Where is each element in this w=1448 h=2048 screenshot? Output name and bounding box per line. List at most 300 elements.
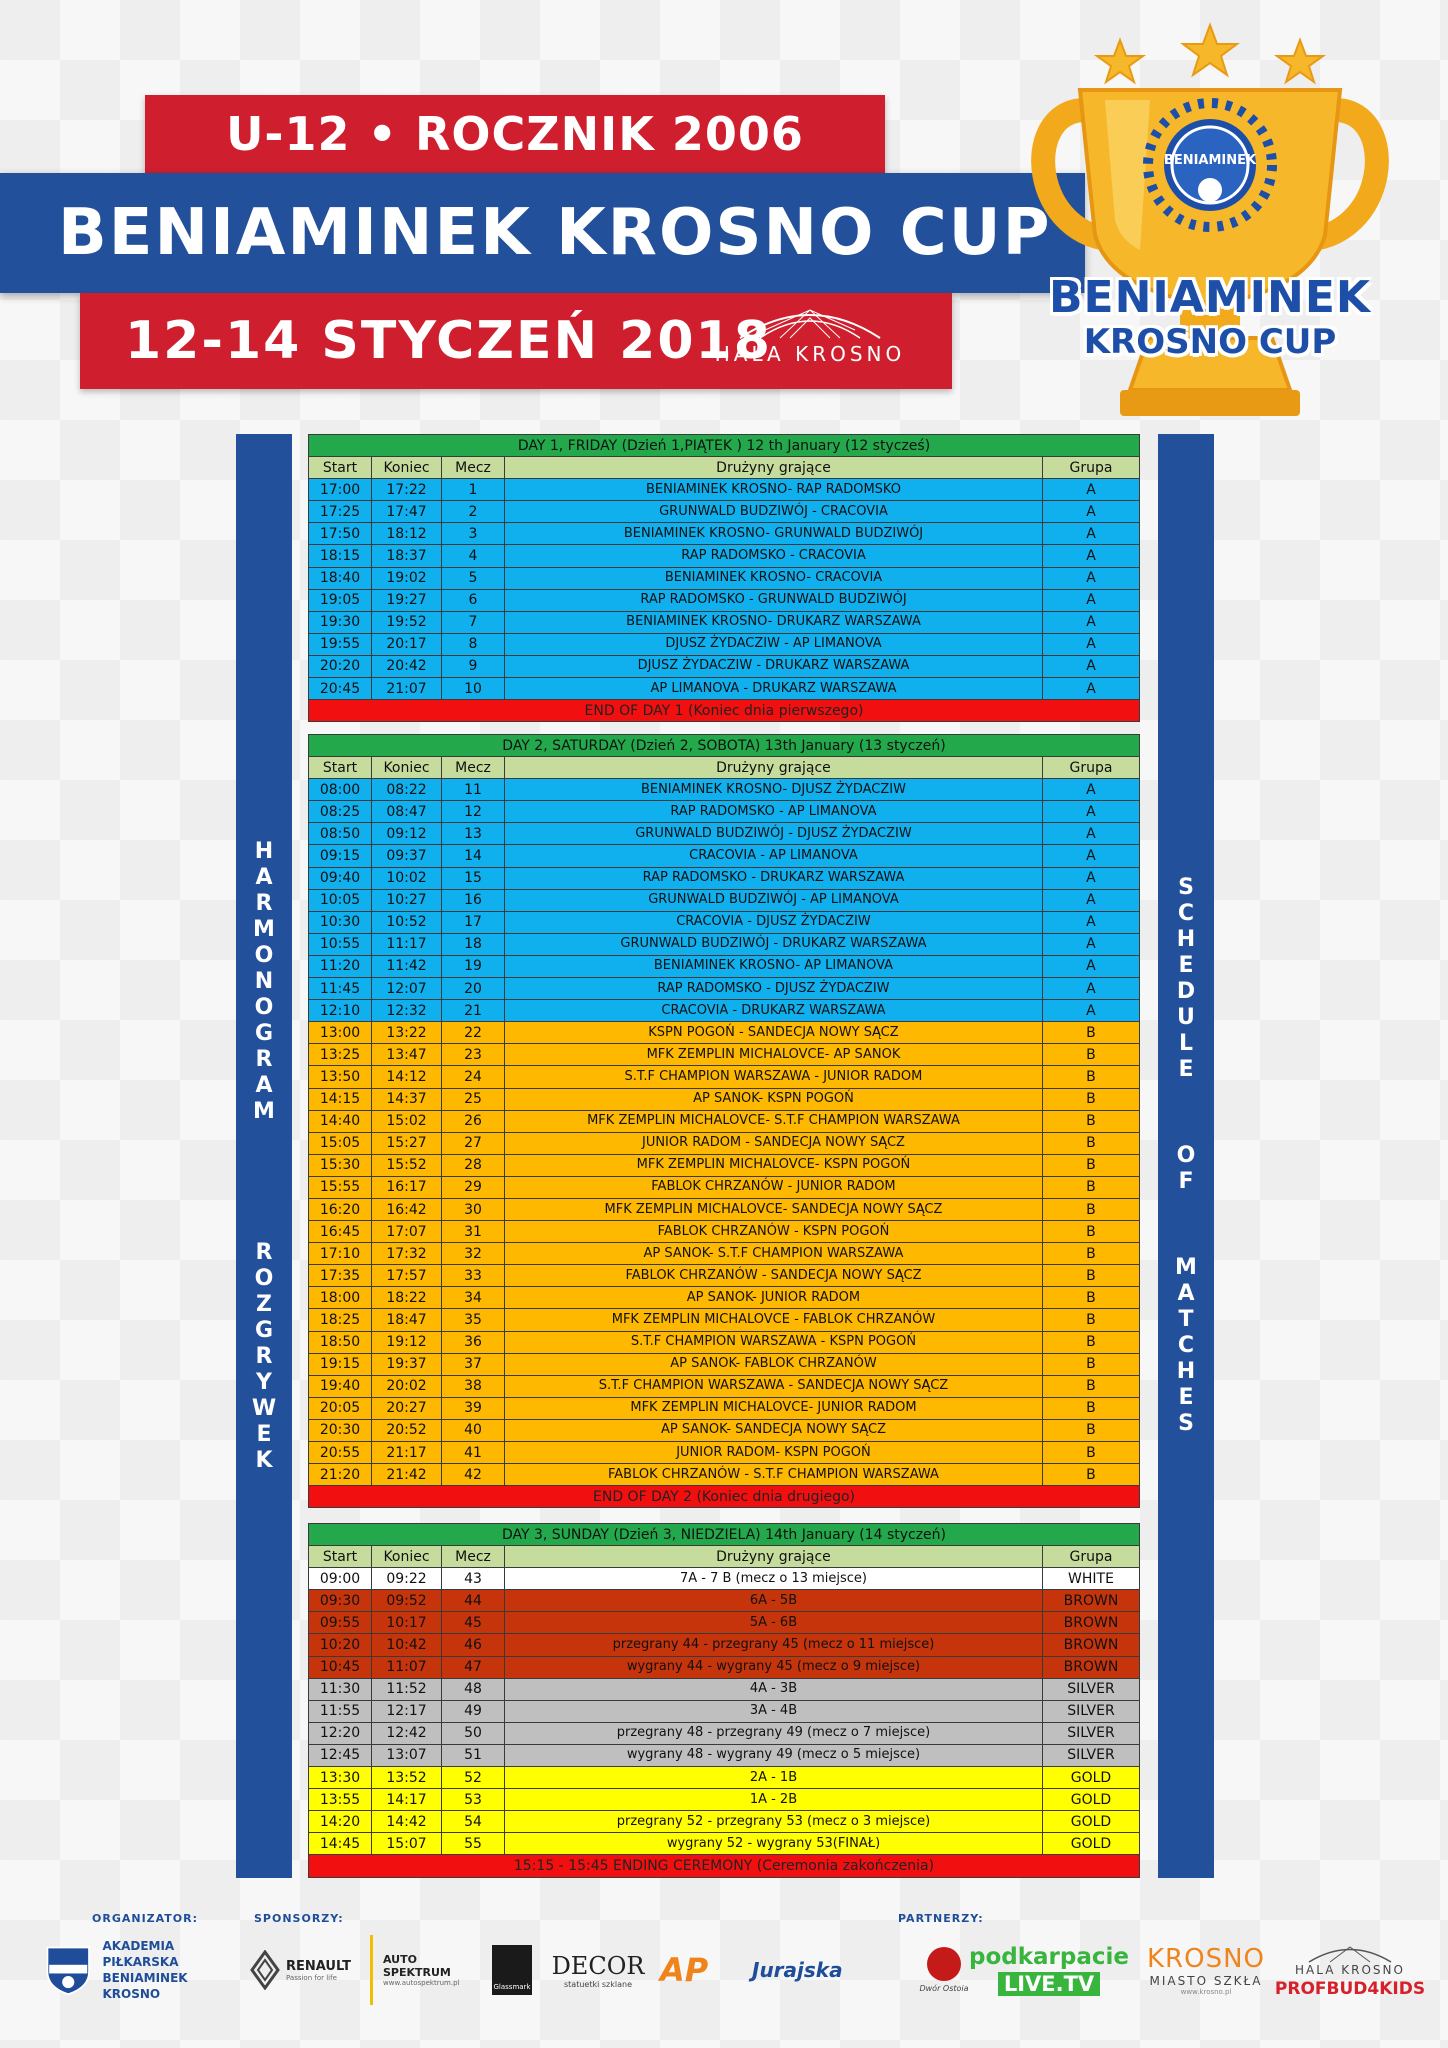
match-number: 19 [442, 955, 505, 977]
vertical-letter: E [1178, 953, 1194, 978]
match-end-time: 11:17 [372, 933, 442, 955]
day-title: DAY 3, SUNDAY (Dzień 3, NIEDZIELA) 14th January (14 styczeń) [309, 1524, 1140, 1546]
match-end-time: 12:17 [372, 1700, 442, 1722]
match-row [309, 1331, 1140, 1353]
match-group: A [1042, 823, 1139, 845]
match-end-time: 19:27 [372, 589, 442, 611]
day-end-row [309, 700, 1140, 722]
match-group: A [1043, 589, 1140, 611]
match-teams: AP SANOK- JUNIOR RADOM [505, 1287, 1043, 1309]
match-start-time: 16:20 [309, 1198, 372, 1220]
vertical-letter: U [1177, 1005, 1195, 1030]
vertical-letter: H [254, 838, 274, 864]
day-end-label: END OF DAY 2 (Koniec dnia drugiego) [309, 1486, 1140, 1508]
match-row [309, 1088, 1140, 1110]
match-row [309, 1198, 1140, 1220]
match-group: B [1042, 1243, 1139, 1265]
match-teams: AP LIMANOVA - DRUKARZ WARSZAWA [505, 678, 1043, 700]
match-end-time: 10:02 [372, 867, 442, 889]
match-teams: JUNIOR RADOM- KSPN POGOŃ [505, 1442, 1043, 1464]
vertical-letter: R [255, 1343, 273, 1369]
match-group: B [1042, 1154, 1139, 1176]
venue-name: HALA KROSNO [714, 342, 906, 366]
dwor-name: Dwór Ostoia [919, 1984, 969, 1993]
match-row [309, 933, 1140, 955]
match-teams: AP SANOK- KSPN POGOŃ [505, 1088, 1043, 1110]
match-end-time: 14:37 [372, 1088, 442, 1110]
vertical-word-of [1177, 1143, 1196, 1195]
match-number: 49 [442, 1700, 505, 1722]
match-number: 11 [442, 779, 505, 801]
match-number: 13 [442, 823, 505, 845]
match-end-time: 17:47 [372, 501, 442, 523]
match-number: 47 [442, 1656, 505, 1678]
match-number: 20 [442, 978, 505, 1000]
match-start-time: 08:00 [309, 779, 372, 801]
match-row [309, 1309, 1140, 1331]
livetv-name: LIVE.TV [998, 1972, 1100, 1996]
match-number: 23 [442, 1044, 505, 1066]
match-row [309, 1442, 1140, 1464]
match-row [309, 479, 1140, 501]
vertical-letter: E [1178, 1057, 1194, 1082]
match-end-time: 17:07 [372, 1221, 442, 1243]
match-group: A [1042, 779, 1139, 801]
match-start-time: 13:50 [309, 1066, 372, 1088]
match-number: 21 [442, 1000, 505, 1022]
renault-tagline: Passion for life [286, 1973, 337, 1982]
match-number: 8 [442, 633, 505, 655]
match-number: 44 [442, 1590, 505, 1612]
match-row [309, 1744, 1140, 1766]
match-end-time: 17:32 [372, 1243, 442, 1265]
match-group: B [1042, 1066, 1139, 1088]
match-number: 50 [442, 1722, 505, 1744]
match-row [309, 1678, 1140, 1700]
match-group: A [1042, 978, 1139, 1000]
decor-tagline: statuetki szklane [564, 1979, 632, 1989]
col-match-header: Mecz [442, 757, 505, 779]
match-start-time: 10:55 [309, 933, 372, 955]
vertical-letter: E [1178, 1385, 1194, 1410]
match-teams: FABLOK CHRZANÓW - JUNIOR RADOM [505, 1176, 1043, 1198]
hala-krosno-logo [710, 300, 910, 380]
schedule-day-1 [308, 434, 1140, 722]
match-row [309, 678, 1140, 700]
match-end-time: 11:07 [372, 1656, 442, 1678]
match-start-time: 20:45 [309, 678, 372, 700]
vertical-letter: F [1178, 1169, 1194, 1194]
match-start-time: 08:25 [309, 801, 372, 823]
match-teams: BENIAMINEK KROSNO- CRACOVIA [505, 567, 1043, 589]
vertical-letter: O [254, 942, 274, 968]
match-start-time: 13:00 [309, 1022, 372, 1044]
match-group: A [1043, 655, 1140, 677]
match-group: B [1042, 1176, 1139, 1198]
match-group: BROWN [1042, 1634, 1139, 1656]
match-group: GOLD [1042, 1811, 1139, 1833]
col-teams-header: Drużyny grające [505, 457, 1043, 479]
col-end-header: Koniec [372, 1546, 442, 1568]
match-start-time: 14:45 [309, 1833, 372, 1855]
vertical-letter: G [254, 1317, 274, 1343]
match-row [309, 545, 1140, 567]
akademia-logo [44, 1935, 234, 2005]
day-end-row [309, 1486, 1140, 1508]
match-number: 32 [442, 1243, 505, 1265]
match-teams: S.T.F CHAMPION WARSZAWA - KSPN POGOŃ [505, 1331, 1043, 1353]
match-teams: CRACOVIA - DRUKARZ WARSZAWA [505, 1000, 1043, 1022]
hala-dome-icon [730, 300, 890, 340]
match-teams: przegrany 52 - przegrany 53 (mecz o 3 miejsce) [505, 1811, 1043, 1833]
match-number: 36 [442, 1331, 505, 1353]
match-start-time: 19:15 [309, 1353, 372, 1375]
match-start-time: 09:30 [309, 1590, 372, 1612]
match-teams: MFK ZEMPLIN MICHALOVCE- S.T.F CHAMPION WARSZAWA [505, 1110, 1043, 1132]
match-teams: KSPN POGOŃ - SANDECJA NOWY SĄCZ [505, 1022, 1043, 1044]
match-row [309, 655, 1140, 677]
match-number: 22 [442, 1022, 505, 1044]
match-end-time: 18:22 [372, 1287, 442, 1309]
match-teams: GRUNWALD BUDZIWÓJ - DRUKARZ WARSZAWA [505, 933, 1043, 955]
match-end-time: 20:27 [372, 1397, 442, 1419]
match-row [309, 1767, 1140, 1789]
match-row [309, 1590, 1140, 1612]
vertical-word-schedule [1177, 875, 1195, 1083]
match-row [309, 1287, 1140, 1309]
shield-icon [44, 1940, 92, 2000]
match-teams: 1A - 2B [505, 1789, 1043, 1811]
match-number: 46 [442, 1634, 505, 1656]
col-group-header: Grupa [1042, 757, 1139, 779]
match-end-time: 15:07 [372, 1833, 442, 1855]
match-row [309, 1154, 1140, 1176]
match-group: B [1042, 1442, 1139, 1464]
match-number: 37 [442, 1353, 505, 1375]
column-header-row [309, 757, 1140, 779]
match-end-time: 13:52 [372, 1767, 442, 1789]
match-number: 24 [442, 1066, 505, 1088]
match-row [309, 501, 1140, 523]
match-end-time: 10:27 [372, 889, 442, 911]
match-start-time: 19:05 [309, 589, 372, 611]
match-group: A [1043, 611, 1140, 633]
match-group: B [1042, 1353, 1139, 1375]
match-row [309, 1265, 1140, 1287]
vertical-letter: H [1176, 1359, 1196, 1384]
match-row [309, 1464, 1140, 1486]
match-start-time: 08:50 [309, 823, 372, 845]
vertical-letter: C [1177, 1333, 1195, 1358]
match-number: 25 [442, 1088, 505, 1110]
match-row [309, 779, 1140, 801]
match-start-time: 19:30 [309, 611, 372, 633]
match-row [309, 955, 1140, 977]
match-number: 29 [442, 1176, 505, 1198]
match-group: A [1042, 911, 1139, 933]
match-row [309, 633, 1140, 655]
match-row [309, 1419, 1140, 1441]
title-banner [0, 173, 1085, 293]
trophy-badge-label: BENIAMINEK [1163, 153, 1257, 168]
match-end-time: 13:07 [372, 1744, 442, 1766]
match-end-time: 12:07 [372, 978, 442, 1000]
match-start-time: 14:40 [309, 1110, 372, 1132]
col-end-header: Koniec [372, 757, 442, 779]
match-number: 54 [442, 1811, 505, 1833]
match-end-time: 14:42 [372, 1811, 442, 1833]
match-row [309, 1176, 1140, 1198]
match-start-time: 12:10 [309, 1000, 372, 1022]
match-teams: AP SANOK- FABLOK CHRZANÓW [505, 1353, 1043, 1375]
match-start-time: 11:30 [309, 1678, 372, 1700]
day-end-label: 15:15 - 15:45 ENDING CEREMONY (Ceremonia zakończenia) [309, 1855, 1140, 1877]
match-number: 52 [442, 1767, 505, 1789]
match-start-time: 15:55 [309, 1176, 372, 1198]
match-teams: BENIAMINEK KROSNO- DRUKARZ WARSZAWA [505, 611, 1043, 633]
match-group: A [1043, 479, 1140, 501]
match-end-time: 11:52 [372, 1678, 442, 1700]
match-end-time: 17:22 [372, 479, 442, 501]
match-end-time: 11:42 [372, 955, 442, 977]
vertical-letter: M [253, 916, 275, 942]
match-row [309, 1132, 1140, 1154]
match-row [309, 1811, 1140, 1833]
match-group: A [1042, 955, 1139, 977]
match-row [309, 1612, 1140, 1634]
match-end-time: 15:02 [372, 1110, 442, 1132]
match-end-time: 20:17 [372, 633, 442, 655]
match-number: 4 [442, 545, 505, 567]
tournament-dates: 12-14 STYCZEŃ 2018 [125, 311, 772, 371]
match-group: A [1042, 845, 1139, 867]
match-teams: 4A - 3B [505, 1678, 1043, 1700]
match-group: SILVER [1042, 1700, 1139, 1722]
match-end-time: 09:22 [372, 1568, 442, 1590]
vertical-letter: D [1176, 979, 1196, 1004]
match-start-time: 14:15 [309, 1088, 372, 1110]
match-row [309, 523, 1140, 545]
match-start-time: 09:15 [309, 845, 372, 867]
match-row [309, 1700, 1140, 1722]
match-end-time: 20:42 [372, 655, 442, 677]
match-start-time: 13:25 [309, 1044, 372, 1066]
match-start-time: 12:20 [309, 1722, 372, 1744]
match-teams: RAP RADOMSKO - AP LIMANOVA [505, 801, 1043, 823]
match-group: B [1042, 1464, 1139, 1486]
match-group: A [1042, 801, 1139, 823]
match-number: 53 [442, 1789, 505, 1811]
day-end-label: END OF DAY 1 (Koniec dnia pierwszego) [309, 700, 1140, 722]
match-row [309, 845, 1140, 867]
match-start-time: 20:30 [309, 1419, 372, 1441]
col-teams-header: Drużyny grające [505, 1546, 1043, 1568]
match-group: WHITE [1042, 1568, 1139, 1590]
match-end-time: 09:37 [372, 845, 442, 867]
match-start-time: 19:55 [309, 633, 372, 655]
match-start-time: 09:40 [309, 867, 372, 889]
match-number: 38 [442, 1375, 505, 1397]
match-end-time: 12:42 [372, 1722, 442, 1744]
col-start-header: Start [309, 457, 372, 479]
match-start-time: 09:55 [309, 1612, 372, 1634]
match-number: 42 [442, 1464, 505, 1486]
match-row [309, 1221, 1140, 1243]
match-start-time: 17:10 [309, 1243, 372, 1265]
match-start-time: 13:30 [309, 1767, 372, 1789]
match-number: 28 [442, 1154, 505, 1176]
match-teams: 3A - 4B [505, 1700, 1043, 1722]
match-start-time: 20:55 [309, 1442, 372, 1464]
match-group: A [1043, 678, 1140, 700]
match-start-time: 10:05 [309, 889, 372, 911]
trophy-logo [1010, 20, 1410, 430]
match-teams: MFK ZEMPLIN MICHALOVCE- KSPN POGOŃ [505, 1154, 1043, 1176]
vertical-letter: R [255, 1239, 273, 1265]
match-teams: RAP RADOMSKO - CRACOVIA [505, 545, 1043, 567]
match-teams: S.T.F CHAMPION WARSZAWA - SANDECJA NOWY SĄCZ [505, 1375, 1043, 1397]
match-end-time: 21:42 [372, 1464, 442, 1486]
match-group: SILVER [1042, 1722, 1139, 1744]
vertical-letter: G [254, 1020, 274, 1046]
match-group: A [1042, 1000, 1139, 1022]
col-group-header: Grupa [1043, 457, 1140, 479]
match-teams: 6A - 5B [505, 1590, 1043, 1612]
day-title: DAY 1, FRIDAY (Dzień 1,PIĄTEK ) 12 th January (12 stycześ) [309, 435, 1140, 457]
match-group: GOLD [1042, 1767, 1139, 1789]
match-number: 43 [442, 1568, 505, 1590]
match-teams: BENIAMINEK KROSNO- AP LIMANOVA [505, 955, 1043, 977]
trophy-icon [1010, 20, 1410, 430]
krosno-tagline: MIASTO SZKŁA [1149, 1974, 1263, 1988]
match-row [309, 1833, 1140, 1855]
match-start-time: 17:50 [309, 523, 372, 545]
krosno-url: www.krosno.pl [1180, 1988, 1232, 1996]
match-start-time: 17:35 [309, 1265, 372, 1287]
organizer-label: ORGANIZATOR: [92, 1912, 199, 1925]
day-title: DAY 2, SATURDAY (Dzień 2, SOBOTA) 13th January (13 styczeń) [309, 735, 1140, 757]
match-group: A [1043, 501, 1140, 523]
akademia-line1: AKADEMIA PIŁKARSKA [102, 1939, 179, 1969]
autospektrum-url: www.autospektrum.pl [383, 1979, 460, 1987]
match-number: 3 [442, 523, 505, 545]
vertical-letter: O [1176, 1143, 1196, 1168]
match-end-time: 15:27 [372, 1132, 442, 1154]
match-group: B [1042, 1110, 1139, 1132]
match-number: 10 [442, 678, 505, 700]
ap-sport-logo [660, 1935, 740, 2005]
match-teams: RAP RADOMSKO - DJUSZ ŻYDACZIW [505, 978, 1043, 1000]
col-match-header: Mecz [442, 1546, 505, 1568]
match-start-time: 18:15 [309, 545, 372, 567]
match-number: 48 [442, 1678, 505, 1700]
day-title-row [309, 735, 1140, 757]
vertical-letter: O [254, 1265, 274, 1291]
match-row [309, 1634, 1140, 1656]
partners-label: PARTNERZY: [898, 1912, 984, 1925]
match-end-time: 16:17 [372, 1176, 442, 1198]
match-start-time: 19:40 [309, 1375, 372, 1397]
match-number: 7 [442, 611, 505, 633]
match-start-time: 18:50 [309, 1331, 372, 1353]
col-teams-header: Drużyny grające [505, 757, 1043, 779]
match-start-time: 18:00 [309, 1287, 372, 1309]
match-start-time: 10:45 [309, 1656, 372, 1678]
match-end-time: 18:47 [372, 1309, 442, 1331]
match-teams: wygrany 48 - wygrany 49 (mecz o 5 miejsce) [505, 1744, 1043, 1766]
category-banner [145, 95, 885, 173]
match-start-time: 12:45 [309, 1744, 372, 1766]
match-row [309, 1722, 1140, 1744]
vertical-letter: M [253, 1098, 275, 1124]
match-end-time: 20:02 [372, 1375, 442, 1397]
match-number: 12 [442, 801, 505, 823]
match-end-time: 08:47 [372, 801, 442, 823]
jurajska-logo [752, 1935, 882, 2005]
match-end-time: 10:52 [372, 911, 442, 933]
schedule-day-3 [308, 1523, 1140, 1878]
match-end-time: 13:47 [372, 1044, 442, 1066]
match-number: 30 [442, 1198, 505, 1220]
match-start-time: 15:30 [309, 1154, 372, 1176]
match-teams: MFK ZEMPLIN MICHALOVCE- AP SANOK [505, 1044, 1043, 1066]
match-number: 27 [442, 1132, 505, 1154]
match-row [309, 867, 1140, 889]
match-row [309, 1397, 1140, 1419]
match-start-time: 11:45 [309, 978, 372, 1000]
match-teams: GRUNWALD BUDZIWÓJ - AP LIMANOVA [505, 889, 1043, 911]
match-end-time: 08:22 [372, 779, 442, 801]
match-end-time: 18:12 [372, 523, 442, 545]
match-teams: MFK ZEMPLIN MICHALOVCE- SANDECJA NOWY SĄCZ [505, 1198, 1043, 1220]
match-end-time: 12:32 [372, 1000, 442, 1022]
match-group: B [1042, 1022, 1139, 1044]
match-number: 9 [442, 655, 505, 677]
match-teams: BENIAMINEK KROSNO- RAP RADOMSKO [505, 479, 1043, 501]
vertical-letter: M [1175, 1255, 1197, 1280]
match-group: B [1042, 1132, 1139, 1154]
vertical-letter: W [251, 1395, 277, 1421]
match-end-time: 15:52 [372, 1154, 442, 1176]
match-group: GOLD [1042, 1833, 1139, 1855]
match-teams: GRUNWALD BUDZIWÓJ - CRACOVIA [505, 501, 1043, 523]
match-teams: wygrany 44 - wygrany 45 (mecz o 9 miejsce) [505, 1656, 1043, 1678]
match-teams: MFK ZEMPLIN MICHALOVCE - FABLOK CHRZANÓW [505, 1309, 1043, 1331]
match-row [309, 889, 1140, 911]
match-group: A [1043, 633, 1140, 655]
tournament-title: BENIAMINEK KROSNO CUP [58, 196, 1052, 270]
match-row [309, 911, 1140, 933]
crest-icon [927, 1947, 961, 1981]
match-group: A [1043, 567, 1140, 589]
match-end-time: 20:52 [372, 1419, 442, 1441]
match-teams: BENIAMINEK KROSNO- GRUNWALD BUDZIWÓJ [505, 523, 1043, 545]
match-group: B [1042, 1309, 1139, 1331]
match-group: A [1043, 545, 1140, 567]
match-number: 16 [442, 889, 505, 911]
match-row [309, 1243, 1140, 1265]
col-start-header: Start [309, 1546, 372, 1568]
vertical-letter: N [254, 968, 274, 994]
match-number: 51 [442, 1744, 505, 1766]
match-number: 55 [442, 1833, 505, 1855]
match-end-time: 09:52 [372, 1590, 442, 1612]
vertical-letter: E [256, 1421, 272, 1447]
podkarpacie-name: podkarpacie [969, 1944, 1129, 1970]
vertical-word-rozgrywek [252, 1240, 276, 1474]
match-teams: JUNIOR RADOM - SANDECJA NOWY SĄCZ [505, 1132, 1043, 1154]
match-group: SILVER [1042, 1678, 1139, 1700]
